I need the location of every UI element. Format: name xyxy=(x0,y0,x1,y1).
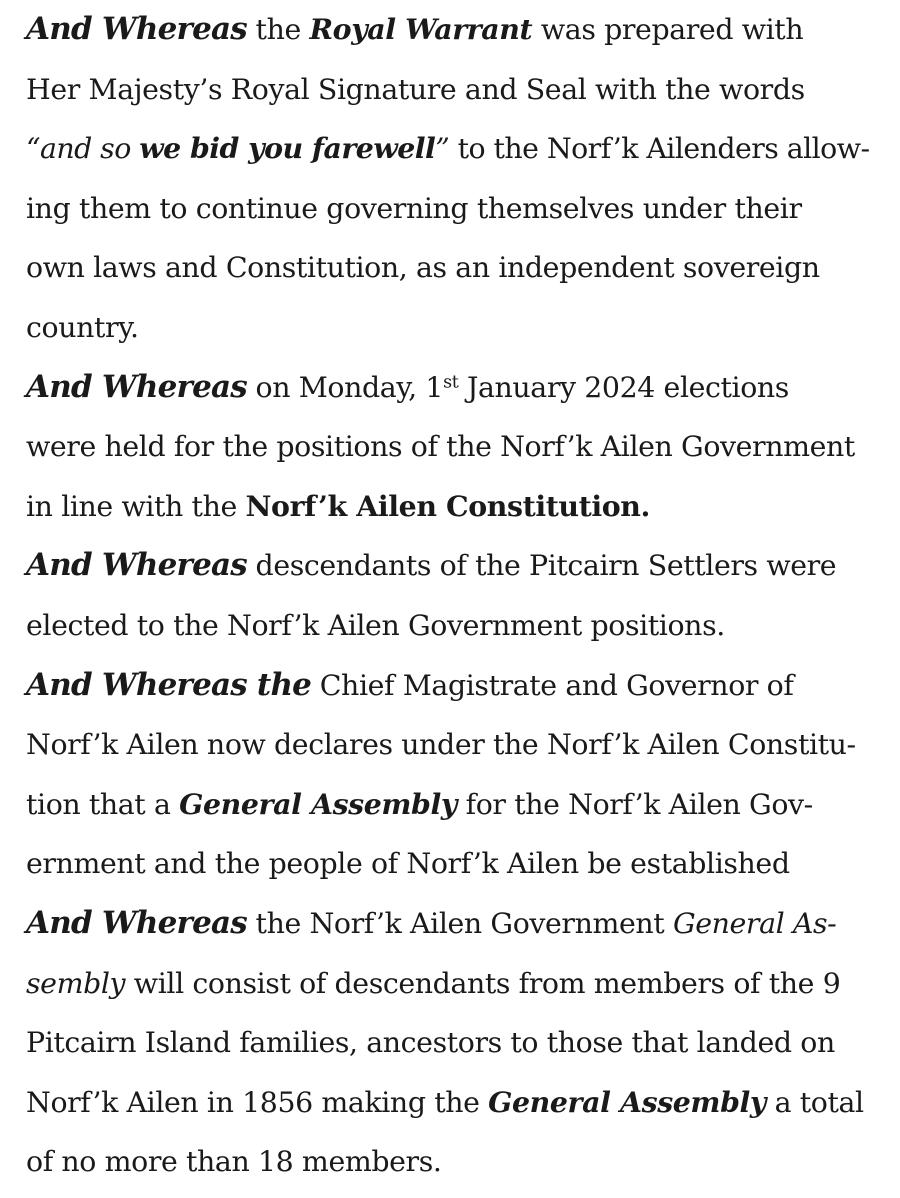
text-line xyxy=(26,0,874,60)
text-run: the xyxy=(246,13,310,46)
text-run: the Norf’k Ailen Government xyxy=(246,906,673,940)
ordinal-superscript: st xyxy=(443,371,459,392)
text-run: on Monday, 1 xyxy=(246,370,444,404)
document-body xyxy=(26,0,874,1192)
text-run: was prepared with xyxy=(532,13,804,46)
text-line xyxy=(26,358,874,418)
text-line: ernment and the people of Norf’k Ailen be established xyxy=(26,847,790,881)
emphasis-royal-warrant: Royal Warrant xyxy=(309,12,533,46)
whereas-heading: And Whereas xyxy=(26,368,247,405)
text-line xyxy=(26,954,874,1014)
text-run: tion that a xyxy=(26,787,180,821)
whereas-heading: And Whereas xyxy=(26,547,247,584)
text-line: own laws and Constitution, as an independent sovereign xyxy=(26,251,820,285)
text-line: country. xyxy=(26,310,139,344)
whereas-heading: And Whereas xyxy=(26,904,247,941)
text-line xyxy=(26,477,874,537)
text-line xyxy=(26,1073,874,1133)
text-line: Norf’k Ailen now declares under the Norf’k Ailen Constitu- xyxy=(26,728,856,762)
italic-general-assembly: sembly xyxy=(26,966,126,1000)
text-line xyxy=(26,894,874,954)
text-run: for the Norf’k Ailen Gov- xyxy=(456,787,813,821)
emphasis-farewell: we bid you farewell xyxy=(139,131,436,166)
text-run: a total xyxy=(766,1085,864,1119)
text-run: descendants of the Pitcairn Settlers were xyxy=(246,549,837,583)
text-run: to the Norf’k Ailenders allow- xyxy=(449,132,870,166)
text-run: Norf’k Ailen in 1856 making the xyxy=(26,1085,489,1119)
text-line: Pitcairn Island families, ancestors to those that landed on xyxy=(26,1026,835,1060)
text-run: in line with the xyxy=(26,489,246,523)
text-line: were held for the positions of the Norf’k Ailen Government xyxy=(26,430,855,464)
emphasis-general-assembly: General Assembly xyxy=(179,786,457,821)
text-run: will consist of descendants from members of the 9 xyxy=(125,966,841,1000)
text-line: elected to the Norf’k Ailen Government positions. xyxy=(26,608,725,642)
text-line: Her Majesty’s Royal Signature and Seal with the words xyxy=(26,72,805,106)
italic-general-assembly: General As- xyxy=(672,906,837,940)
quote-open: “and so xyxy=(26,132,140,166)
whereas-heading: And Whereas xyxy=(26,11,247,47)
text-line xyxy=(26,656,874,716)
text-line: ing them to continue governing themselves under their xyxy=(26,191,802,225)
text-line xyxy=(26,119,874,179)
quote-close: ” xyxy=(435,132,450,166)
text-line xyxy=(26,536,874,596)
emphasis-general-assembly: General Assembly xyxy=(488,1084,767,1119)
emphasis-constitution: Norf’k Ailen Constitution. xyxy=(245,488,651,523)
text-line xyxy=(26,775,874,835)
text-line: of no more than 18 members. xyxy=(26,1145,442,1179)
text-run: Chief Magistrate and Governor of xyxy=(311,668,794,702)
whereas-heading: And Whereas the xyxy=(26,666,312,703)
text-run: January 2024 elections xyxy=(458,370,789,404)
